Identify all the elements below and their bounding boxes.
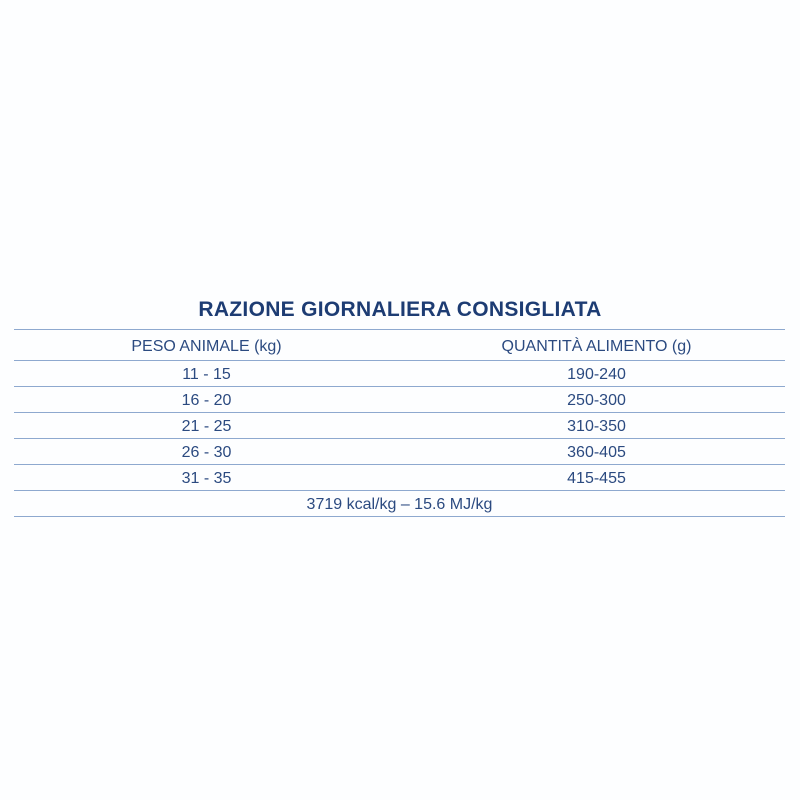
table-rule xyxy=(14,490,785,491)
table-row xyxy=(14,388,785,414)
table-row xyxy=(14,362,785,388)
table-row xyxy=(14,414,785,440)
quantity-cell: 310-350 xyxy=(567,418,626,435)
table-rule xyxy=(14,412,785,413)
table-row xyxy=(14,440,785,466)
table-title: RAZIONE GIORNALIERA CONSIGLIATA xyxy=(198,298,602,321)
weight-cell: 16 - 20 xyxy=(181,392,232,409)
header-weight: PESO ANIMALE (kg) xyxy=(131,338,282,355)
quantity-cell: 415-455 xyxy=(567,470,626,487)
table-header-row xyxy=(14,334,785,360)
table-footer-row xyxy=(14,492,785,518)
table-rule xyxy=(14,329,785,330)
quantity-cell: 190-240 xyxy=(567,366,626,383)
table-row xyxy=(14,466,785,492)
table-rule xyxy=(14,464,785,465)
weight-cell: 11 - 15 xyxy=(182,366,231,383)
weight-cell: 21 - 25 xyxy=(181,418,232,435)
table-rule xyxy=(14,516,785,517)
table-rule xyxy=(14,360,785,361)
weight-cell: 31 - 35 xyxy=(181,470,232,487)
table-rule xyxy=(14,386,785,387)
quantity-cell: 250-300 xyxy=(567,392,626,409)
energy-value: 3719 kcal/kg – 15.6 MJ/kg xyxy=(306,496,493,513)
quantity-cell: 360-405 xyxy=(567,444,626,461)
table-rule xyxy=(14,438,785,439)
header-quantity: QUANTITÀ ALIMENTO (g) xyxy=(501,338,692,355)
weight-cell: 26 - 30 xyxy=(181,444,232,461)
